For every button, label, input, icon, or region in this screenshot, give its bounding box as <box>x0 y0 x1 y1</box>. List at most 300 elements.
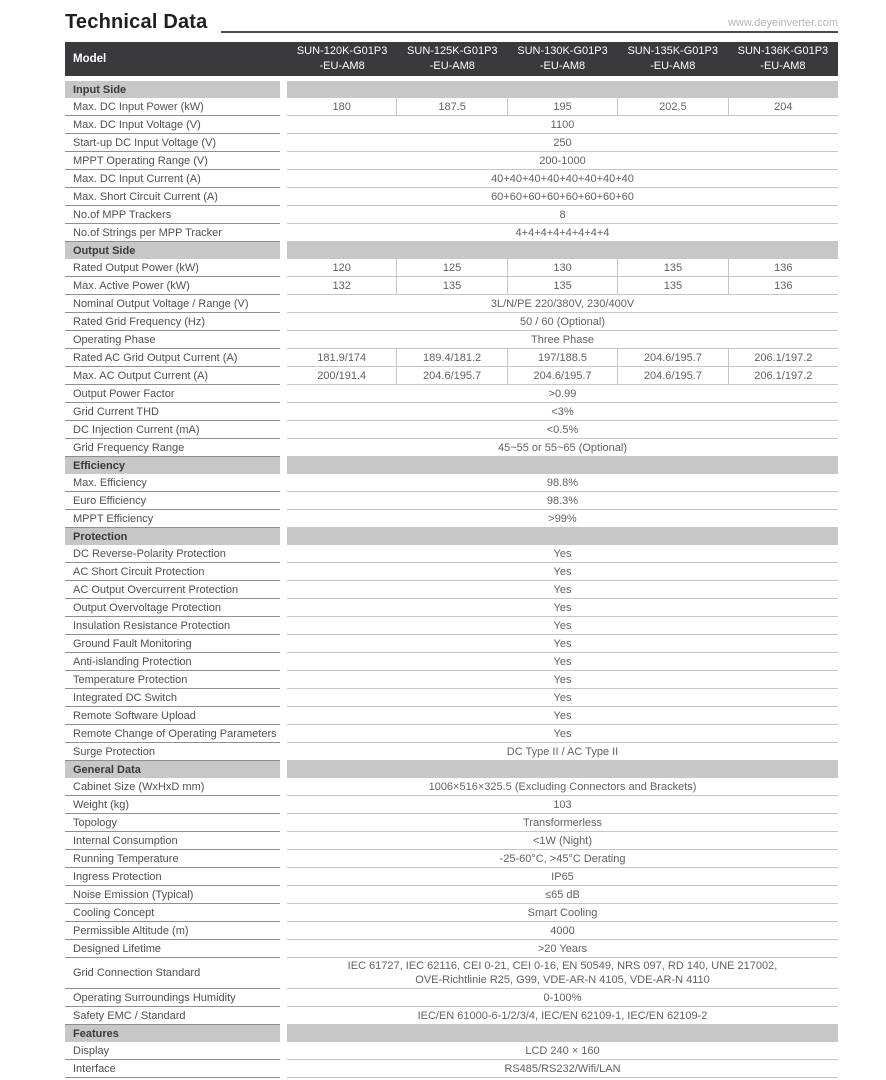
column-gap <box>280 474 287 492</box>
row-values <box>287 832 838 850</box>
spec-row-rated-output-power-kw <box>65 259 838 277</box>
row-label: Anti-islanding Protection <box>65 653 280 671</box>
value-cell-col4: 204.6/195.7 <box>617 349 727 366</box>
spec-row-output-power-factor <box>65 385 838 403</box>
column-gap <box>280 421 287 439</box>
row-label: Permissible Altitude (m) <box>65 922 280 940</box>
row-label: AC Short Circuit Protection <box>65 563 280 581</box>
row-value: >0.99 <box>548 387 577 400</box>
column-gap <box>280 528 287 545</box>
section-title: Output Side <box>65 242 280 259</box>
row-values <box>287 1007 838 1025</box>
row-values <box>287 492 838 510</box>
row-values <box>287 170 838 188</box>
row-value: Yes <box>553 565 572 578</box>
value-cell-col1: 180 <box>332 100 351 113</box>
spec-row-surge-protection <box>65 743 838 761</box>
row-values <box>287 1042 838 1060</box>
column-gap <box>280 1007 287 1025</box>
row-values <box>287 814 838 832</box>
row-label: Temperature Protection <box>65 671 280 689</box>
section-values-band <box>287 81 838 98</box>
row-label: Operating Surroundings Humidity <box>65 989 280 1007</box>
value-cell-col3: 195 <box>507 98 617 115</box>
spec-row-operating-phase <box>65 331 838 349</box>
row-label: Max. DC Input Power (kW) <box>65 98 280 116</box>
value-cell-col3: 130 <box>507 259 617 276</box>
column-gap <box>280 134 287 152</box>
spec-row-interface <box>65 1060 838 1078</box>
column-gap <box>280 796 287 814</box>
title-rule <box>221 9 838 33</box>
row-value: ≤65 dB <box>545 888 580 901</box>
column-gap <box>280 98 287 116</box>
row-label: Safety EMC / Standard <box>65 1007 280 1025</box>
row-values <box>287 989 838 1007</box>
page-title: Technical Data <box>65 11 208 33</box>
row-value: Yes <box>553 583 572 596</box>
row-value: Yes <box>553 673 572 686</box>
column-gap <box>280 904 287 922</box>
row-value: 250 <box>553 136 572 149</box>
row-values <box>287 796 838 814</box>
column-gap <box>280 242 287 259</box>
spec-row-output-overvoltage-protection <box>65 599 838 617</box>
row-value: Yes <box>553 547 572 560</box>
value-cell-col5: 136 <box>728 277 838 294</box>
column-gap <box>280 259 287 277</box>
row-values <box>287 922 838 940</box>
row-values <box>287 206 838 224</box>
spec-row-safety-emc-standard <box>65 1007 838 1025</box>
row-values <box>287 1060 838 1078</box>
section-title: Efficiency <box>65 457 280 474</box>
row-values <box>287 778 838 796</box>
section-values-band <box>287 1025 838 1042</box>
row-value: 4+4+4+4+4+4+4+4 <box>515 226 610 239</box>
row-label: Output Overvoltage Protection <box>65 599 280 617</box>
section-values-band <box>287 528 838 545</box>
value-cell-col5: 206.1/197.2 <box>728 349 838 366</box>
row-label: Euro Efficiency <box>65 492 280 510</box>
value-cell-col5: 206.1/197.2 <box>728 367 838 384</box>
column-gap <box>280 653 287 671</box>
column-gap <box>280 778 287 796</box>
row-label: Max. Active Power (kW) <box>65 277 280 295</box>
value-cell-col1: 132 <box>332 279 351 292</box>
spec-row-ac-short-circuit-protection <box>65 563 838 581</box>
column-gap <box>280 850 287 868</box>
row-values <box>287 958 838 989</box>
model-cell-sun-136k-g01p3 <box>728 42 838 76</box>
spec-row-grid-current-thd <box>65 403 838 421</box>
row-value: Three Phase <box>531 333 594 346</box>
row-value: 98.8% <box>546 476 579 489</box>
section-header-features <box>65 1025 838 1042</box>
row-value: Yes <box>553 637 572 650</box>
row-label: Rated Output Power (kW) <box>65 259 280 277</box>
value-cell-col1: 200/191.4 <box>317 369 367 382</box>
row-values <box>287 904 838 922</box>
row-label: No.of MPP Trackers <box>65 206 280 224</box>
spec-row-remote-change-of-operating-parameters <box>65 725 838 743</box>
column-gap <box>280 1060 287 1078</box>
row-label: Cooling Concept <box>65 904 280 922</box>
column-gap <box>280 224 287 242</box>
column-gap <box>280 617 287 635</box>
row-values <box>287 617 838 635</box>
row-values <box>287 743 838 761</box>
row-label: Grid Current THD <box>65 403 280 421</box>
row-value: 200-1000 <box>539 154 586 167</box>
column-gap <box>280 81 287 98</box>
spec-row-mppt-efficiency <box>65 510 838 528</box>
column-gap <box>280 510 287 528</box>
section-values-band <box>287 457 838 474</box>
row-value: Yes <box>553 709 572 722</box>
row-label: Topology <box>65 814 280 832</box>
row-label: Ground Fault Monitoring <box>65 635 280 653</box>
row-values <box>287 349 838 367</box>
spec-row-topology <box>65 814 838 832</box>
row-value: 3L/N/PE 220/380V, 230/400V <box>490 297 635 310</box>
row-label: Max. DC Input Voltage (V) <box>65 116 280 134</box>
row-values <box>287 188 838 206</box>
row-label: MPPT Operating Range (V) <box>65 152 280 170</box>
document <box>65 9 838 1078</box>
model-name-line2: -EU-AM8 <box>539 60 586 72</box>
value-cell-col3: 197/188.5 <box>507 349 617 366</box>
value-cell-col3: 135 <box>507 277 617 294</box>
row-label: Start-up DC Input Voltage (V) <box>65 134 280 152</box>
spec-row-insulation-resistance-protection <box>65 617 838 635</box>
column-gap <box>280 814 287 832</box>
row-values <box>287 707 838 725</box>
row-values <box>287 581 838 599</box>
row-label: Max. DC Input Current (A) <box>65 170 280 188</box>
column-gap <box>280 403 287 421</box>
row-value: Yes <box>553 619 572 632</box>
spec-row-rated-ac-grid-output-current-a <box>65 349 838 367</box>
value-cell-col4: 202.5 <box>617 98 727 115</box>
model-name-line2: -EU-AM8 <box>760 60 806 72</box>
row-values <box>287 277 838 295</box>
row-value: 40+40+40+40+40+40+40+40 <box>491 172 634 185</box>
value-cell-col5: 204 <box>728 98 838 115</box>
row-value: Yes <box>553 601 572 614</box>
row-values <box>287 224 838 242</box>
section-header-protection <box>65 528 838 545</box>
model-name-line2: -EU-AM8 <box>650 60 696 72</box>
value-cell-col2: 125 <box>396 259 506 276</box>
value-cell-col4: 135 <box>617 259 727 276</box>
row-value: 50 / 60 (Optional) <box>520 315 605 328</box>
row-value: 4000 <box>550 924 575 937</box>
spec-row-integrated-dc-switch <box>65 689 838 707</box>
spec-row-weight-kg <box>65 796 838 814</box>
row-value: Yes <box>553 655 572 668</box>
column-gap <box>280 277 287 295</box>
spec-row-no-of-mpp-trackers <box>65 206 838 224</box>
row-values <box>287 331 838 349</box>
column-gap <box>280 707 287 725</box>
row-value: 98.3% <box>546 494 579 507</box>
row-values <box>287 545 838 563</box>
row-label: DC Reverse-Polarity Protection <box>65 545 280 563</box>
row-value: >99% <box>548 512 577 525</box>
row-label: Operating Phase <box>65 331 280 349</box>
row-label: Interface <box>65 1060 280 1078</box>
section-title: Protection <box>65 528 280 545</box>
model-name-line1: SUN-136K-G01P3 <box>737 45 829 58</box>
model-header-cells <box>287 42 838 76</box>
row-value: Transformerless <box>522 816 603 829</box>
row-value: <1W (Night) <box>533 834 592 847</box>
column-gap <box>280 1025 287 1042</box>
row-label: Cabinet Size (WxHxD mm) <box>65 778 280 796</box>
spec-row-no-of-strings-per-mpp-tracker <box>65 224 838 242</box>
row-values <box>287 599 838 617</box>
section-header-output-side <box>65 242 838 259</box>
spec-row-internal-consumption <box>65 832 838 850</box>
column-gap <box>280 313 287 331</box>
section-header-general-data <box>65 761 838 778</box>
row-values <box>287 403 838 421</box>
spec-row-ac-output-overcurrent-protection <box>65 581 838 599</box>
row-values <box>287 886 838 904</box>
column-gap <box>280 743 287 761</box>
row-values <box>287 474 838 492</box>
row-value-line1: IEC 61727, IEC 62116, CEI 0-21, CEI 0-16, EN 50549, NRS 097, RD 140, UNE 217002, <box>347 959 778 972</box>
row-label: Rated Grid Frequency (Hz) <box>65 313 280 331</box>
row-label: Grid Frequency Range <box>65 439 280 457</box>
row-value: 103 <box>553 798 572 811</box>
row-values <box>287 259 838 277</box>
model-cell-sun-125k-g01p3 <box>397 42 507 76</box>
row-label: DC Injection Current (mA) <box>65 421 280 439</box>
row-values <box>287 868 838 886</box>
row-value: DC Type II / AC Type II <box>506 745 619 758</box>
row-value: 45~55 or 55~65 (Optional) <box>497 441 628 454</box>
column-gap <box>280 152 287 170</box>
model-cell-sun-120k-g01p3 <box>287 42 397 76</box>
value-cell-col1: 120 <box>332 261 351 274</box>
row-label: Output Power Factor <box>65 385 280 403</box>
spec-row-nominal-output-voltage-range-v <box>65 295 838 313</box>
row-values <box>287 725 838 743</box>
row-values <box>287 313 838 331</box>
spec-row-grid-connection-standard <box>65 958 838 989</box>
row-label: Max. Efficiency <box>65 474 280 492</box>
column-gap <box>280 367 287 385</box>
value-cell-col2: 204.6/195.7 <box>396 367 506 384</box>
row-label: Internal Consumption <box>65 832 280 850</box>
row-value: <0.5% <box>546 423 579 436</box>
row-value: Yes <box>553 727 572 740</box>
column-gap <box>280 439 287 457</box>
row-values <box>287 439 838 457</box>
row-values <box>287 671 838 689</box>
value-cell-col3: 204.6/195.7 <box>507 367 617 384</box>
column-gap <box>280 989 287 1007</box>
row-label: Rated AC Grid Output Current (A) <box>65 349 280 367</box>
row-label: Noise Emission (Typical) <box>65 886 280 904</box>
row-label: Weight (kg) <box>65 796 280 814</box>
column-gap <box>280 599 287 617</box>
model-name-line2: -EU-AM8 <box>429 60 475 72</box>
row-values <box>287 653 838 671</box>
value-cell-col2: 189.4/181.2 <box>396 349 506 366</box>
column-gap <box>280 761 287 778</box>
spec-row-max-dc-input-voltage-v <box>65 116 838 134</box>
value-cell-col5: 136 <box>728 259 838 276</box>
spec-row-max-dc-input-current-a <box>65 170 838 188</box>
model-header-label: Model <box>73 53 107 65</box>
row-values <box>287 116 838 134</box>
spec-row-grid-frequency-range <box>65 439 838 457</box>
row-label: Remote Change of Operating Parameters <box>65 725 280 743</box>
table-body <box>65 81 838 1078</box>
value-cell-col2: 135 <box>396 277 506 294</box>
model-header-row <box>65 42 838 76</box>
column-gap <box>280 206 287 224</box>
row-label: Display <box>65 1042 280 1060</box>
spec-row-rated-grid-frequency-hz <box>65 313 838 331</box>
row-value: -25-60°C, >45°C Derating <box>499 852 626 865</box>
model-name-line1: SUN-135K-G01P3 <box>627 45 718 58</box>
column-gap <box>280 545 287 563</box>
column-gap <box>280 295 287 313</box>
spec-row-euro-efficiency <box>65 492 838 510</box>
section-title: General Data <box>65 761 280 778</box>
column-gap <box>280 689 287 707</box>
spec-row-dc-reverse-polarity-protection <box>65 545 838 563</box>
row-values <box>287 510 838 528</box>
row-value: 1100 <box>550 118 575 131</box>
spec-row-max-active-power-kw <box>65 277 838 295</box>
spec-row-cooling-concept <box>65 904 838 922</box>
row-values <box>287 98 838 116</box>
column-gap <box>280 581 287 599</box>
row-values <box>287 134 838 152</box>
model-name-line2: -EU-AM8 <box>319 60 365 72</box>
row-values <box>287 295 838 313</box>
row-values <box>287 850 838 868</box>
row-label: Ingress Protection <box>65 868 280 886</box>
spec-row-max-short-circuit-current-a <box>65 188 838 206</box>
row-value: IP65 <box>551 870 574 883</box>
row-label: Nominal Output Voltage / Range (V) <box>65 295 280 313</box>
spec-row-remote-software-upload <box>65 707 838 725</box>
row-label: Max. Short Circuit Current (A) <box>65 188 280 206</box>
value-cell-col4: 204.6/195.7 <box>617 367 727 384</box>
spec-row-display <box>65 1042 838 1060</box>
row-value: Yes <box>553 691 572 704</box>
row-values <box>287 635 838 653</box>
row-label: Max. AC Output Current (A) <box>65 367 280 385</box>
page-header <box>65 9 838 33</box>
value-cell-col2: 187.5 <box>396 98 506 115</box>
row-value: <3% <box>551 405 574 418</box>
column-gap <box>280 671 287 689</box>
column-gap <box>280 635 287 653</box>
column-gap <box>280 868 287 886</box>
row-values <box>287 689 838 707</box>
spec-row-dc-injection-current-ma <box>65 421 838 439</box>
row-label: Designed Lifetime <box>65 940 280 958</box>
column-gap <box>280 832 287 850</box>
row-values <box>287 152 838 170</box>
model-cell-sun-135k-g01p3 <box>618 42 728 76</box>
spec-row-temperature-protection <box>65 671 838 689</box>
spec-row-ingress-protection <box>65 868 838 886</box>
row-values <box>287 385 838 403</box>
column-gap <box>280 1042 287 1060</box>
row-label: Grid Connection Standard <box>65 958 280 989</box>
section-header-input-side <box>65 81 838 98</box>
spec-row-start-up-dc-input-voltage-v <box>65 134 838 152</box>
row-value: LCD 240 × 160 <box>525 1044 600 1057</box>
spec-row-designed-lifetime <box>65 940 838 958</box>
column-gap <box>280 940 287 958</box>
model-name-line1: SUN-120K-G01P3 <box>296 45 388 58</box>
spec-row-anti-islanding-protection <box>65 653 838 671</box>
row-value: IEC/EN 61000-6-1/2/3/4, IEC/EN 62109-1, IEC/EN 62109-2 <box>417 1009 708 1022</box>
row-value <box>287 958 838 988</box>
column-gap <box>280 492 287 510</box>
column-gap <box>280 563 287 581</box>
row-value: 60+60+60+60+60+60+60+60 <box>491 190 634 203</box>
column-gap <box>280 886 287 904</box>
row-label: Integrated DC Switch <box>65 689 280 707</box>
row-value-line2: OVE-Richtlinie R25, G99, VDE-AR-N 4105, VDE-AR-N 4110 <box>415 974 710 986</box>
spec-row-noise-emission-typical <box>65 886 838 904</box>
row-label: No.of Strings per MPP Tracker <box>65 224 280 242</box>
spec-row-cabinet-size-wxhxd-mm <box>65 778 838 796</box>
model-name-line1: SUN-130K-G01P3 <box>517 45 608 58</box>
section-header-efficiency <box>65 457 838 474</box>
column-gap <box>280 457 287 474</box>
row-value: 0-100% <box>543 991 582 1004</box>
row-value: Smart Cooling <box>527 906 598 919</box>
section-title: Input Side <box>65 81 280 98</box>
row-values <box>287 367 838 385</box>
spec-row-max-ac-output-current-a <box>65 367 838 385</box>
spec-row-max-dc-input-power-kw <box>65 98 838 116</box>
section-values-band <box>287 242 838 259</box>
column-gap <box>280 349 287 367</box>
spec-row-permissible-altitude-m <box>65 922 838 940</box>
row-label: Running Temperature <box>65 850 280 868</box>
model-cell-sun-130k-g01p3 <box>507 42 617 76</box>
column-gap <box>280 725 287 743</box>
spec-row-running-temperature <box>65 850 838 868</box>
value-cell-col1: 181.9/174 <box>317 351 367 364</box>
row-values <box>287 940 838 958</box>
row-label: Remote Software Upload <box>65 707 280 725</box>
row-label: AC Output Overcurrent Protection <box>65 581 280 599</box>
row-label: Insulation Resistance Protection <box>65 617 280 635</box>
spec-table <box>65 42 838 1078</box>
row-value: 8 <box>559 208 566 221</box>
spec-row-max-efficiency <box>65 474 838 492</box>
row-values <box>287 421 838 439</box>
website-url: www.deyeinverter.com <box>727 17 838 29</box>
spec-row-mppt-operating-range-v <box>65 152 838 170</box>
row-value: RS485/RS232/Wifi/LAN <box>504 1062 621 1075</box>
section-title: Features <box>65 1025 280 1042</box>
model-name-line1: SUN-125K-G01P3 <box>407 45 498 58</box>
